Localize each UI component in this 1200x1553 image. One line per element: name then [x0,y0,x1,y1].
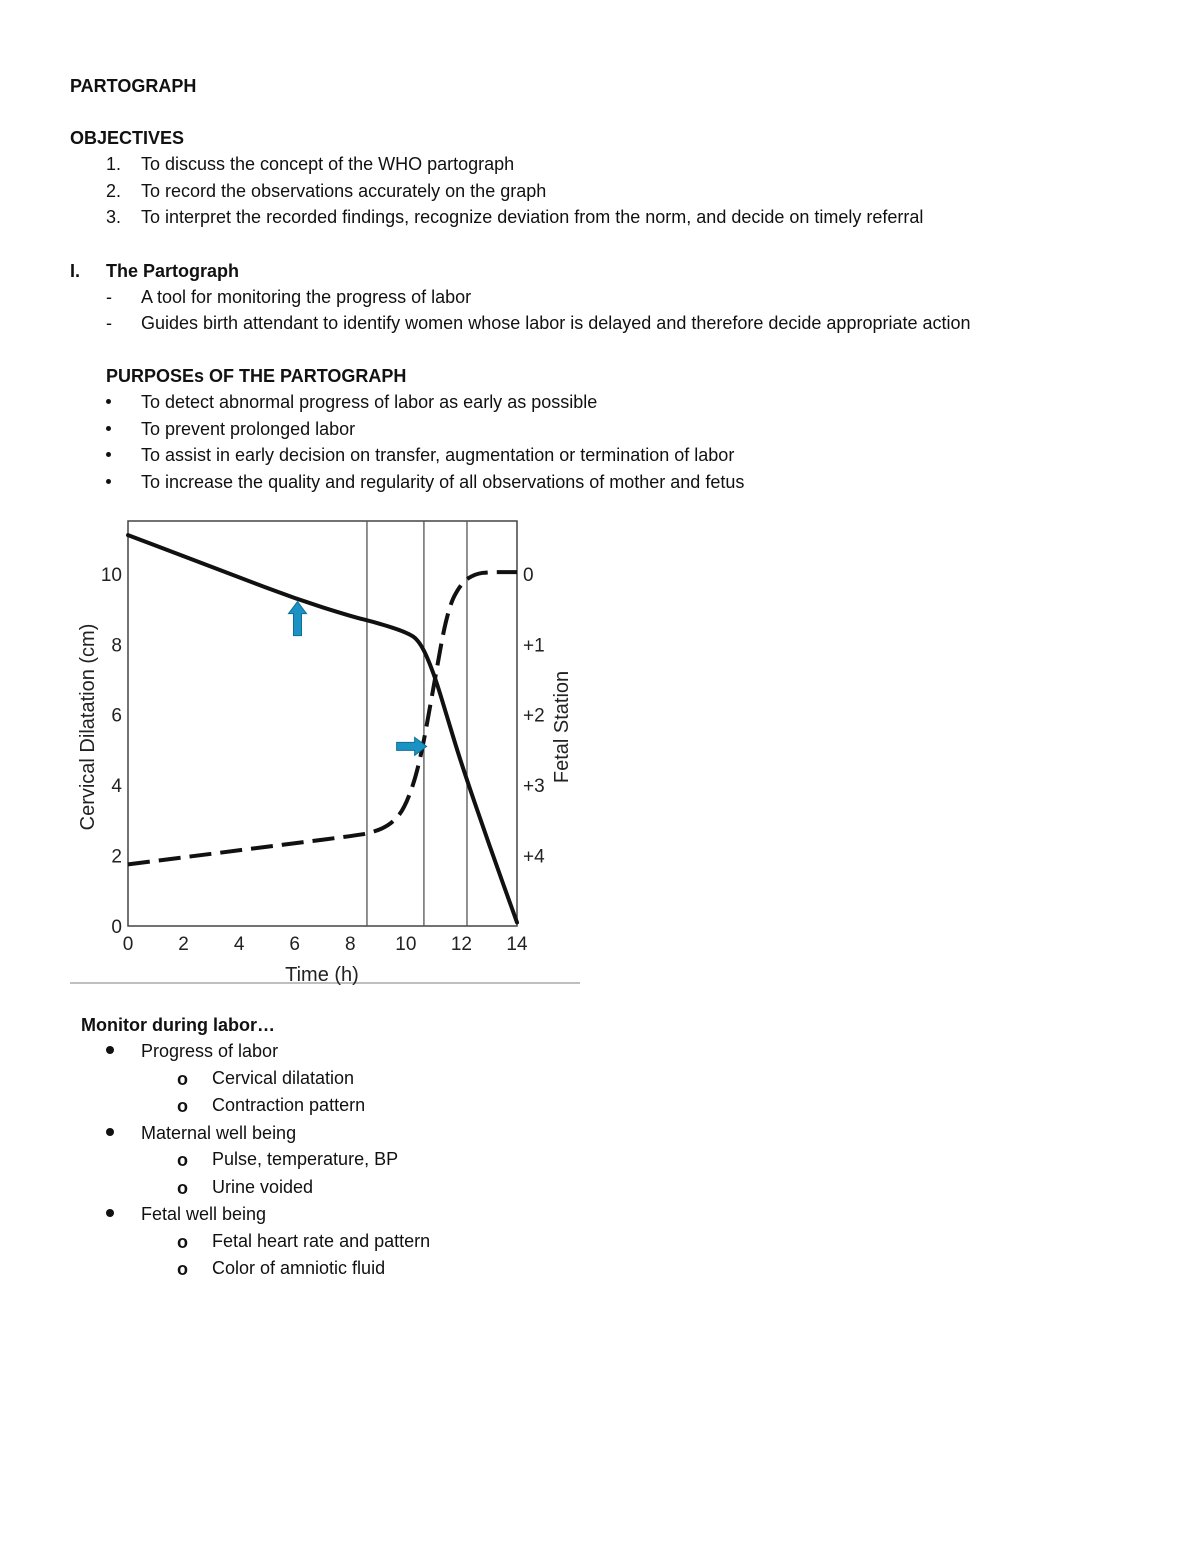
dash-marker: - [106,313,112,333]
objectives-heading: OBJECTIVES [70,128,185,148]
monitor-subitem: Contraction pattern [212,1095,366,1115]
plot-frame [128,521,517,926]
x-tick-label: 4 [233,934,245,955]
x-tick-label: 8 [344,934,356,955]
bullet-icon [106,479,111,484]
section-item: Guides birth attendant to identify women whose labor is delayed and therefore decide appropriate action [141,313,971,333]
bullet-icon [106,1046,114,1054]
monitor-subitem: Pulse, temperature, BP [212,1149,399,1169]
purpose-item: To increase the quality and regularity of all observations of mother and fetus [141,472,745,492]
y2-tick-label: +4 [523,846,545,868]
objective-num: 3. [106,207,122,227]
y-tick-label: 0 [111,917,122,938]
section-item: A tool for monitoring the progress of labor [141,287,472,307]
sub-bullet-icon: o [177,1096,188,1116]
sub-bullet-icon: o [177,1069,188,1089]
y-tick-label: 4 [111,776,122,798]
y2-axis-title: Fetal Station [551,670,573,784]
monitor-heading: Monitor during labor… [81,1015,275,1035]
objective-text: To interpret the recorded findings, recognize deviation from the norm, and decide on timely referral [141,207,924,227]
dash-marker: - [106,287,112,307]
y-tick-label: 2 [111,846,122,868]
doc-title: PARTOGRAPH [70,76,197,96]
sub-bullet-icon: o [177,1259,188,1279]
y2-tick-label: +2 [523,705,545,727]
y-tick-label: 6 [111,705,122,727]
y2-tick-label: +1 [523,635,545,657]
x-tick-label: 12 [450,934,472,955]
partograph-chart [70,515,582,985]
fetal-station-curve [128,572,517,864]
monitor-subitem: Fetal heart rate and pattern [212,1231,431,1251]
bullet-icon [106,452,111,457]
objective-text: To discuss the concept of the WHO partograph [141,154,515,174]
y-tick-label: 10 [100,564,122,586]
y-axis-title: Cervical Dilatation (cm) [77,623,99,831]
purpose-item: To detect abnormal progress of labor as early as possible [141,392,598,412]
sub-bullet-icon: o [177,1178,188,1198]
objective-text: To record the observations accurately on the graph [141,181,547,201]
y-tick-label: 8 [111,635,122,657]
y2-tick-label: +3 [523,776,545,798]
y2-tick-label: 0 [523,564,534,586]
objective-num: 1. [106,154,122,174]
cervical-dilatation-curve [128,535,517,922]
bullet-icon [106,399,111,404]
purpose-item: To prevent prolonged labor [141,419,356,439]
section-number: I. [70,261,81,281]
sub-bullet-icon: o [177,1150,188,1170]
monitor-item: Fetal well being [141,1204,267,1224]
sub-bullet-icon: o [177,1232,188,1252]
purpose-item: To assist in early decision on transfer, augmentation or termination of labor [141,445,735,465]
bullet-icon [106,1209,114,1217]
x-tick-label: 10 [395,934,417,955]
monitor-item: Progress of labor [141,1041,279,1061]
bullet-icon [106,1128,114,1136]
objective-num: 2. [106,181,122,201]
x-tick-label: 14 [506,934,528,955]
monitor-item: Maternal well being [141,1123,297,1143]
section-title: The Partograph [106,261,240,281]
x-tick-label: 0 [122,934,134,955]
bullet-icon [106,426,111,431]
monitor-subitem: Color of amniotic fluid [212,1258,386,1278]
monitor-subitem: Cervical dilatation [212,1068,355,1088]
x-axis-title: Time (h) [285,964,359,985]
arrow-up-icon [288,602,306,636]
monitor-subitem: Urine voided [212,1177,314,1197]
x-tick-label: 2 [178,934,189,955]
purposes-heading: PURPOSEs OF THE PARTOGRAPH [106,366,407,386]
x-tick-label: 6 [289,934,301,955]
chart-svg [70,515,582,985]
